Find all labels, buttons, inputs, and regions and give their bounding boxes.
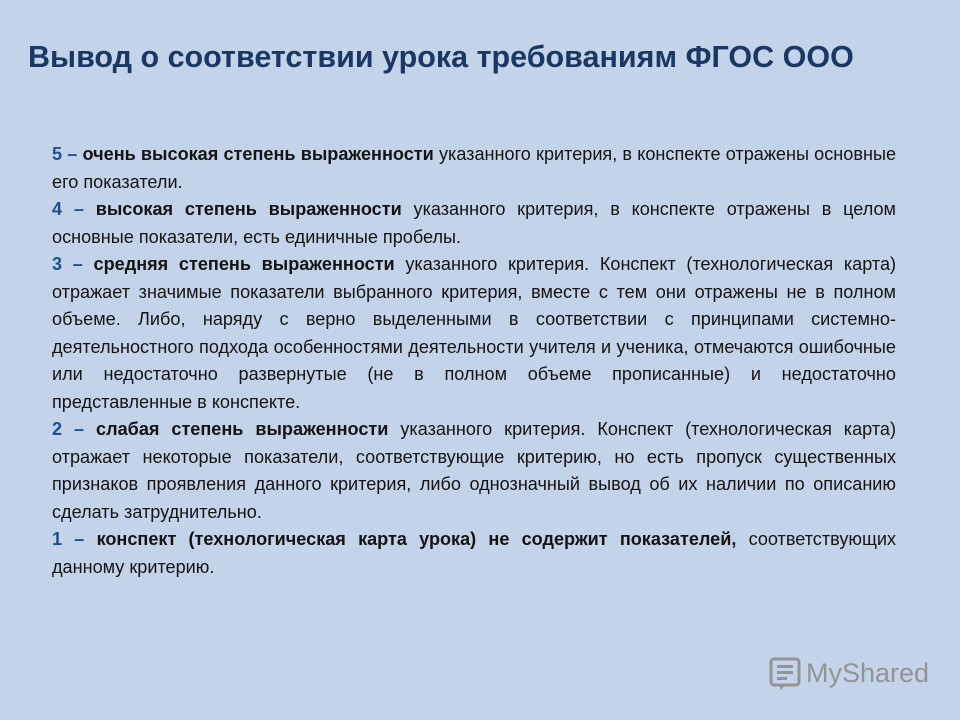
criteria-list [52,141,896,581]
criterion-number: 3 [52,254,63,274]
slide-title: Вывод о соответствии урока требованиям ФГОС ООО [28,40,854,74]
criterion-text: указанного критерия. Конспект (технологическая карта) отражает некоторые показатели, соответствующие критерию, но есть пропуск существенных признаков проявления данного критерия, либо однозначный вывод об их наличии по описанию сделать затруднительно. [52,419,897,522]
criterion-term: высокая степень выраженности [95,199,402,219]
myshared-logo-icon [768,655,802,691]
criterion-dash: – [74,419,85,439]
criterion-dash: – [72,254,83,274]
criterion-3 [52,251,896,416]
criterion-5 [52,141,896,196]
criterion-2 [52,416,896,526]
criterion-number: 5 [52,144,63,164]
criterion-number: 4 [52,199,63,219]
watermark-text: MyShared [806,657,930,688]
criterion-term: слабая степень выраженности [96,419,389,439]
criterion-dash: – [67,144,78,164]
criterion-1 [52,526,896,581]
criterion-term: очень высокая степень выраженности [82,144,434,164]
criterion-number: 2 [52,419,63,439]
criterion-term: средняя степень выраженности [93,254,395,274]
criterion-text: указанного критерия. Конспект (технологическая карта) отражает значимые показатели выбранного критерия, вместе с тем они отражены не в полном объеме. Либо, наряду с верно выделенными в соответствии с принципами системно-деятельностного подхода особенностями деятельности учителя и ученика, отмечаются ошибочные или недостаточно развернутые (не в полном объеме прописанные) и недостаточно представленные в конспекте. [52,254,897,412]
criterion-text: соответствующих данному критерию. [52,529,896,577]
criterion-text: указанного критерия, в конспекте отражены в целом основные показатели, есть единичные пробелы. [52,199,896,247]
criterion-dash: – [73,199,84,219]
criterion-4 [52,196,896,251]
myshared-watermark[interactable] [768,655,929,691]
criterion-text: указанного критерия, в конспекте отражены основные его показатели. [52,144,897,192]
criterion-term: конспект (технологическая карта урока) не содержит показателей, [96,529,737,549]
criterion-number: 1 [52,529,63,549]
criterion-dash: – [74,529,85,549]
